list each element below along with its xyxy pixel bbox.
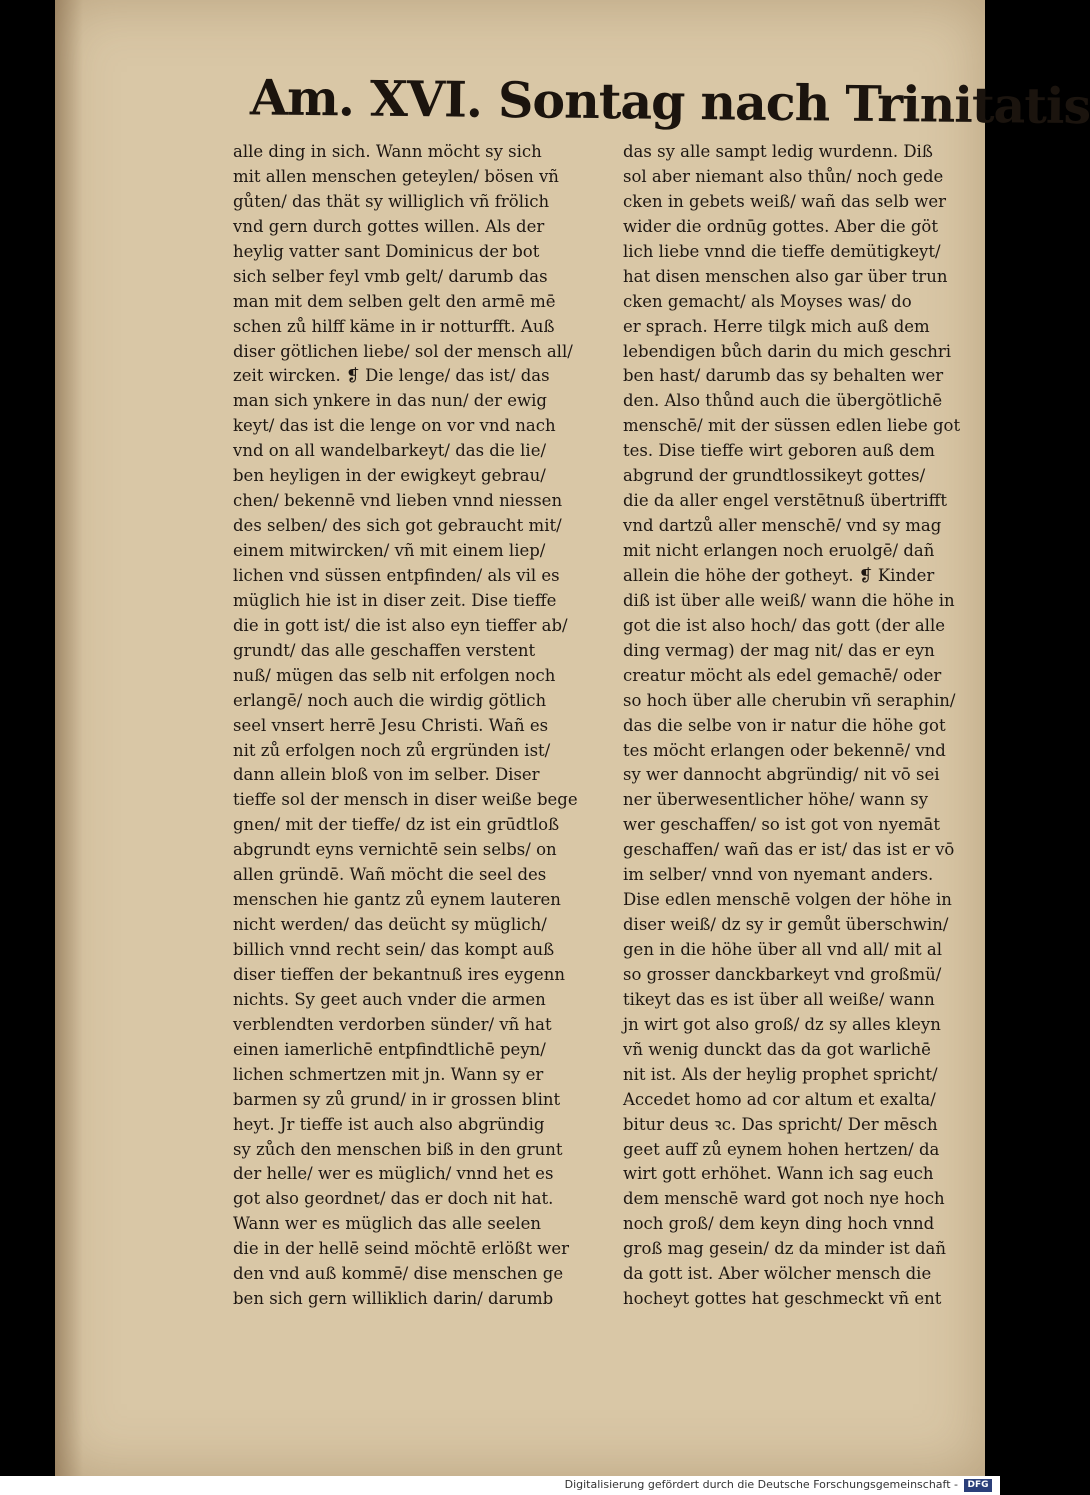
text-line: grundt/ das alle geschaffen verstent [233,640,536,660]
text-line: lichen vnd süssen entpfinden/ als vil es [233,565,560,585]
text-line: allen gründē. Wañ möcht die seel des [233,865,547,885]
text-line: erlangē/ noch auch die wirdig götlich [233,690,547,710]
text-line: nuß/ mügen das selb nit erfolgen noch [233,665,556,685]
text-line: Dise edlen menschē volgen der höhe in [623,890,952,910]
text-line: heylig vatter sant Dominicus der bot [233,241,540,261]
text-line: müglich hie ist in diser zeit. Dise tieffe [233,590,557,610]
text-line: heyt. Jr tieffe ist auch also abgründig [233,1114,545,1134]
text-line: hat disen menschen also gar über trun [623,266,948,286]
text-line: groß mag gesein/ dz da minder ist dañ [623,1239,947,1259]
text-line: wider die ordnūg gottes. Aber die göt [623,216,938,236]
text-line: er sprach. Herre tilgk mich auß dem [623,316,930,336]
text-line: vnd on all wandelbarkeyt/ das die lie/ [233,441,547,461]
text-line: tieffe sol der mensch in diser weiße bege [233,790,578,810]
text-line: ner überwesentlicher höhe/ wann sy [623,790,929,810]
text-line: einen iamerlichē entpfindtlichē peyn/ [233,1039,546,1059]
text-line: den. Also thůnd auch die übergötlichē [623,391,943,411]
text-line: zeit wircken. ❡ Die lenge/ das ist/ das [233,366,550,386]
text-line: man sich ynkere in das nun/ der ewig [233,391,547,411]
text-line: vnd gern durch gottes willen. Als der [233,216,545,236]
text-line: menschē/ mit der süssen edlen liebe got [623,416,961,436]
text-line: cken gemacht/ als Moyses was/ do [623,291,912,311]
text-line: abgrund der grundtlossikeyt gottes/ [623,466,926,486]
text-line: diser tieffen der bekantnuß ires eygenn [233,964,565,984]
text-line: wer geschaffen/ so ist got von nyemāt [623,815,941,835]
text-line: bitur deus ꝛc. Das spricht/ Der mēsch [623,1114,938,1134]
text-line: schen zů hilff käme in ir notturfft. Auß [233,316,555,336]
text-line: cken in gebets weiß/ wañ das selb wer [623,191,947,211]
text-line: sy zůch den menschen biß in den grunt [233,1139,563,1159]
text-line: wirt gott erhöhet. Wann ich sag euch [623,1164,934,1184]
text-line: geschaffen/ wañ das er ist/ das ist er vō [623,840,955,860]
text-line: einem mitwircken/ vñ mit einem liep/ [233,541,546,560]
text-line: so hoch über alle cherubin vñ seraphin/ [623,690,956,710]
text-line: vnd dartzů aller menschē/ vnd sy mag [623,516,942,536]
text-line: got also geordnet/ das er doch nit hat. [233,1189,554,1209]
text-line: im selber/ vnnd von nyemant anders. [623,865,934,885]
text-line: die in der hellē seind möchtē erlößt wer [233,1239,569,1259]
text-line: nichts. Sy geet auch vnder die armen [233,989,546,1009]
page-heading: Am. XVI. Sontag nach Trinitatis [249,68,1090,136]
text-line: got die ist also hoch/ das gott (der alle [623,615,945,635]
text-line: alle ding in sich. Wann möcht sy sich [233,142,542,161]
footer-bar [0,1476,1000,1495]
text-line: billich vnnd recht sein/ das kompt auß [233,940,555,959]
text-line: so grosser danckbarkeyt vnd großmü/ [623,964,942,984]
text-line: gen in die höhe über all vnd all/ mit al [623,940,942,959]
text-line: lebendigen bůch darin du mich geschri [623,341,952,361]
text-line: die da aller engel verstētnuß übertrifft [623,491,947,511]
text-line: das sy alle sampt ledig wurdenn. Diß [623,142,933,161]
text-line: tikeyt das es ist über all weiße/ wann [623,989,935,1009]
text-line: diß ist über alle weiß/ wann die höhe in [623,590,955,610]
text-line: chen/ bekennē vnd lieben vnnd niessen [233,491,563,511]
book-page [55,0,1090,1476]
text-line: Accedet homo ad cor altum et exalta/ [623,1089,936,1109]
text-line: dann allein bloß von im selber. Diser [233,765,540,785]
text-line: tes möcht erlangen oder bekennē/ vnd [623,740,946,760]
text-line: der helle/ wer es müglich/ vnnd het es [233,1164,554,1184]
text-line: verblendten verdorben sünder/ vñ hat [233,1014,552,1034]
text-line: keyt/ das ist die lenge on vor vnd nach [233,416,556,436]
text-line: dem menschē ward got noch nye hoch [623,1189,945,1209]
text-line: ben sich gern williklich darin/ darumb [233,1289,554,1309]
text-line: sich selber feyl vmb gelt/ darumb das [233,266,548,286]
text-line: seel vnsert herrē Jesu Christi. Wañ es [233,715,549,735]
text-line: lich liebe vnnd die tieffe demütigkeyt/ [623,241,941,261]
right-text-column [623,140,988,1312]
text-line: die in gott ist/ die ist also eyn tieffer ab/ [233,615,568,635]
text-line: allein die höhe der gotheyt. ❡ Kinder [623,565,935,585]
text-line: da gott ist. Aber wölcher mensch die [623,1264,932,1284]
text-line: nit zů erfolgen noch zů ergründen ist/ [233,740,551,760]
text-line: ben heyligen in der ewigkeyt gebrau/ [233,466,546,486]
text-line: gnen/ mit der tieffe/ dz ist ein grūdtloß [233,815,560,835]
funding-notice: Digitalisierung gefördert durch die Deutsche Forschungsgemeinschaft - [564,1478,958,1491]
text-line: geet auff zů eynem hohen hertzen/ da [623,1139,940,1159]
text-line: ben hast/ darumb das sy behalten wer [623,366,944,386]
text-line: abgrundt eyns vernichtē sein selbs/ on [233,840,557,860]
dfg-logo: DFG [964,1479,992,1492]
text-line: tes. Dise tieffe wirt geboren auß dem [623,441,935,461]
text-line: hocheyt gottes hat geschmeckt vñ ent [623,1289,942,1309]
text-line: creatur möcht als edel gemachē/ oder [623,665,942,685]
text-line: mit allen menschen geteylen/ bösen vñ [233,166,559,186]
text-line: sy wer dannocht abgründig/ nit vō sei [623,765,940,785]
text-line: das die selbe von ir natur die höhe got [623,715,946,735]
text-line: barmen sy zů grund/ in ir grossen blint [233,1089,561,1109]
text-line: nit ist. Als der heylig prophet spricht/ [623,1064,938,1084]
text-line: man mit dem selben gelt den armē mē [233,291,556,311]
text-line: Wann wer es müglich das alle seelen [233,1214,542,1234]
text-line: diser weiß/ dz sy ir gemůt überschwin/ [623,915,949,935]
text-line: nicht werden/ das deücht sy müglich/ [233,915,547,935]
text-line: diser götlichen liebe/ sol der mensch all/ [233,341,573,361]
text-line: sol aber niemant also thůn/ noch gede [623,166,944,186]
text-line: ding vermag) der mag nit/ das er eyn [623,640,935,660]
text-line: gůten/ das thät sy williglich vñ frölich [233,191,550,211]
left-text-column [233,140,598,1312]
text-line: vñ wenig dunckt das da got warlichē [623,1039,931,1059]
text-line: noch groß/ dem keyn ding hoch vnnd [623,1214,935,1234]
text-line: des selben/ des sich got gebraucht mit/ [233,516,562,536]
text-line: mit nicht erlangen noch eruolgē/ dañ [623,541,935,560]
text-line: den vnd auß kommē/ dise menschen ge [233,1264,564,1284]
text-line: menschen hie gantz zů eynem lauteren [233,890,561,910]
text-line: lichen schmertzen mit jn. Wann sy er [233,1064,544,1084]
text-line: jn wirt got also groß/ dz sy alles kleyn [623,1014,941,1034]
